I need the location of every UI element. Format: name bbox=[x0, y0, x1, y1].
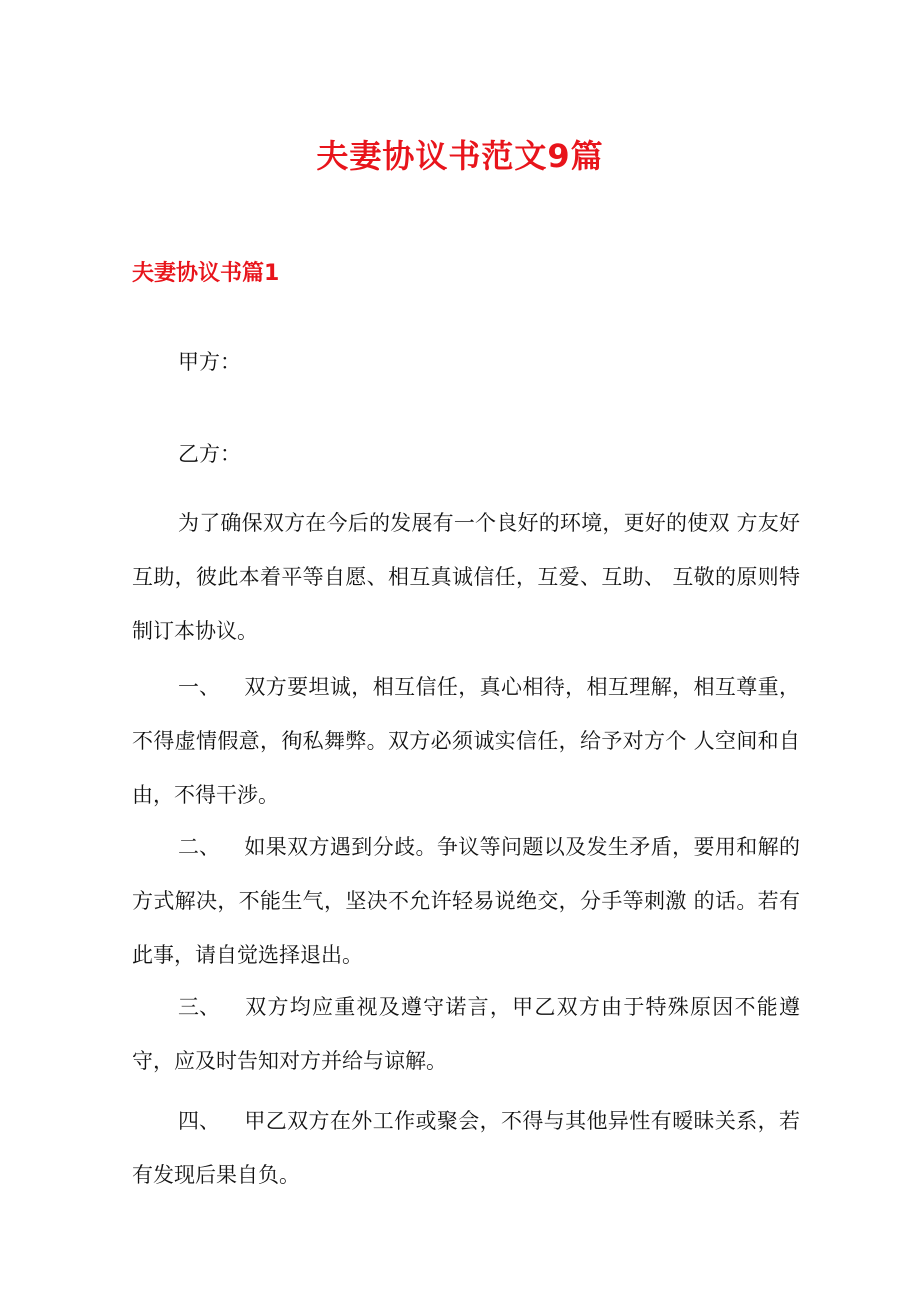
clause-text: 双方要坦诚，相互信任，真心相待，相互理解，相互尊重，不得虚情假意，徇私舞弊。双方必须诚实信任，给予对方个 人空间和自由，不得干涉。 bbox=[132, 675, 800, 807]
intro-paragraph: 为了确保双方在今后的发展有一个良好的环境，更好的使双 方友好互助，彼此本着平等自愿、相互真诚信任，互爱、互助、 互敬的原则特制订本协议。 bbox=[132, 511, 800, 643]
clause-number: 四、 bbox=[178, 1109, 220, 1133]
clause-number: 二、 bbox=[178, 835, 220, 859]
party-a-label: 甲方： bbox=[178, 350, 241, 374]
clause-paragraph bbox=[132, 980, 800, 1088]
clause-number: 一、 bbox=[178, 675, 220, 699]
clause-text: 双方均应重视及遵守诺言，甲乙双方由于特殊原因不能遵守，应及时告知对方并给与谅解。 bbox=[132, 995, 800, 1073]
clause-paragraph bbox=[132, 660, 800, 822]
clause-paragraph bbox=[132, 820, 800, 982]
section-title: 夫妻协议书篇1 bbox=[132, 261, 280, 286]
clause-text: 如果双方遇到分歧。争议等问题以及发生矛盾，要用和解的方式解决，不能生气，坚决不允许轻易说绝交，分手等刺激 的话。若有此事，请自觉选择退出。 bbox=[132, 835, 800, 967]
party-b-label: 乙方： bbox=[178, 442, 241, 466]
clause-number: 三、 bbox=[178, 995, 220, 1019]
clause-text: 甲乙双方在外工作或聚会，不得与其他异性有暧昧关系，若有发现后果自负。 bbox=[132, 1109, 800, 1187]
document-title: 夫妻协议书范文9篇 bbox=[316, 137, 604, 175]
clause-paragraph bbox=[132, 1094, 800, 1202]
